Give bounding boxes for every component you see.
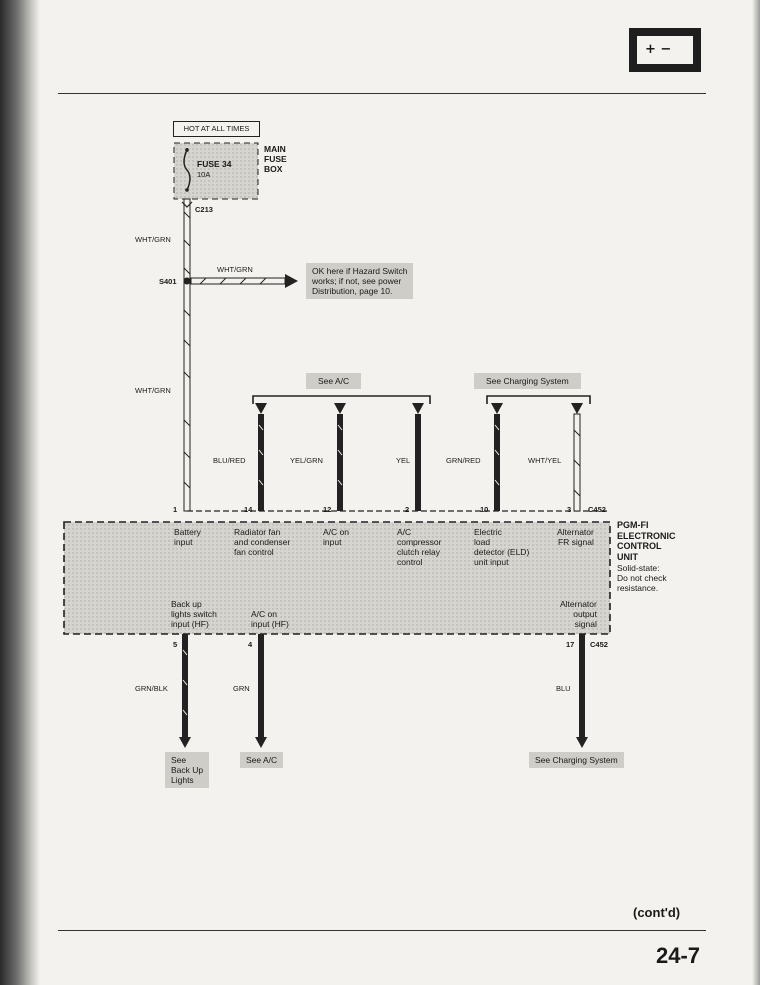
hazard-switch-note: OK here if Hazard Switch works; if not, see power Distribution, page 10. — [306, 263, 413, 299]
fuse-amperage: 10A — [197, 170, 211, 179]
ecu-ac-compressor: A/C compressor clutch relay control — [397, 527, 442, 567]
see-charging-top-note: See Charging System — [474, 373, 581, 389]
see-charging-bracket — [487, 396, 590, 404]
wire-yel — [412, 403, 424, 511]
ecu-ac-on-hf: A/C on input (HF) — [251, 609, 289, 629]
pin-2: 2 — [405, 505, 410, 514]
ecu-battery-input: Battery input — [174, 527, 201, 547]
wire-label-wht-grn-branch: WHT/GRN — [217, 265, 253, 274]
wire-label-blu-red: BLU/RED — [213, 456, 246, 465]
pin-4: 4 — [248, 640, 253, 649]
ecu-radiator-fan: Radiator fan and condenser fan control — [234, 527, 291, 557]
wire-blu-red — [255, 403, 267, 511]
wire-label-grn-red: GRN/RED — [446, 456, 481, 465]
splice-s401-label: S401 — [159, 277, 177, 286]
see-charging-bottom-note: See Charging System — [529, 752, 624, 768]
pin-12: 12 — [323, 505, 332, 514]
wire-wht-yel — [571, 403, 583, 511]
wire-grn-blk — [179, 634, 191, 748]
pin-5: 5 — [173, 640, 178, 649]
wire-label-wht-yel: WHT/YEL — [528, 456, 562, 465]
splice-s401 — [184, 278, 191, 285]
connector-c452-top: C452 — [588, 505, 606, 514]
wire-yel-grn — [334, 403, 346, 511]
ecu-alt-fr: Alternator FR signal — [557, 527, 594, 547]
pin-1: 1 — [173, 505, 178, 514]
wire-label-wht-grn-mid: WHT/GRN — [135, 386, 171, 395]
continued-label: (cont'd) — [633, 905, 681, 920]
pin-10: 10 — [480, 505, 489, 514]
see-ac-top-note: See A/C — [306, 373, 361, 389]
wire-label-yel: YEL — [396, 456, 411, 465]
see-backup-lights-note: See Back Up Lights — [165, 752, 209, 788]
pin-17: 17 — [566, 640, 575, 649]
ecu-alt-output: Alternator output signal — [560, 599, 597, 629]
see-ac-bottom-note: See A/C — [240, 752, 283, 768]
wire-label-grn-blk: GRN/BLK — [135, 684, 168, 693]
main-fuse-box-label: MAIN FUSE BOX — [264, 144, 287, 174]
page-number: 24-7 — [656, 943, 701, 968]
wire-label-blu: BLU — [556, 684, 571, 693]
hot-at-all-times-label: HOT AT ALL TIMES — [173, 121, 260, 137]
wire-label-yel-grn: YEL/GRN — [290, 456, 323, 465]
connector-c452-bottom: C452 — [590, 640, 608, 649]
ecu-eld: Electric load detector (ELD) unit input — [474, 527, 530, 567]
wire-label-wht-grn-top: WHT/GRN — [135, 235, 171, 244]
battery-symbol: + − — [645, 42, 672, 57]
wire-grn-red — [491, 403, 503, 511]
pin-3: 3 — [567, 505, 572, 514]
see-ac-bracket — [253, 396, 430, 404]
ecu-ac-on-input: A/C on input — [323, 527, 349, 547]
wire-label-grn: GRN — [233, 684, 250, 693]
ecu-solid-state-note: Solid-state: Do not check resistance. — [617, 563, 667, 593]
wire-grn — [255, 634, 267, 748]
fuse-34-label: FUSE 34 — [197, 159, 232, 169]
ecu-title: PGM-FI ELECTRONIC CONTROL UNIT — [617, 520, 676, 562]
wire-blu — [576, 634, 588, 748]
connector-c213-label: C213 — [195, 205, 213, 214]
pin-14: 14 — [244, 505, 253, 514]
ecu-backup-switch: Back up lights switch input (HF) — [171, 599, 217, 629]
